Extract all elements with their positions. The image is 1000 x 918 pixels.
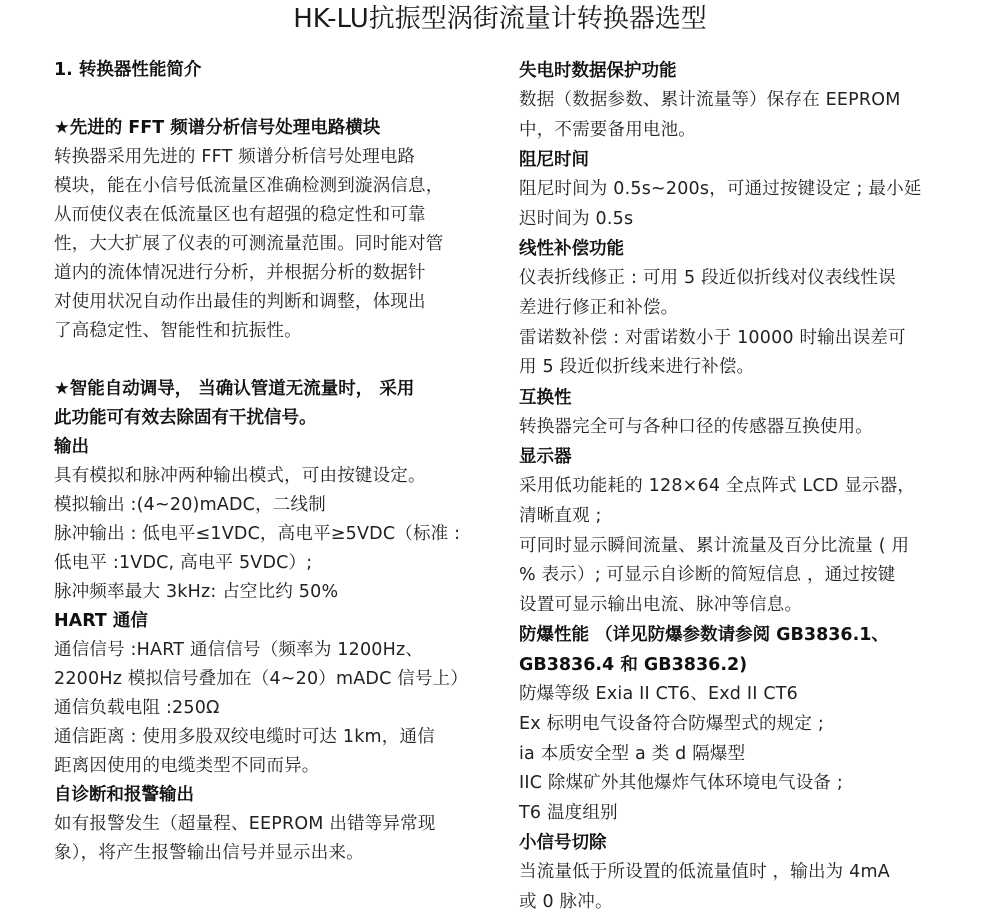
text-line: 模拟输出 :(4~20)mADC，二线制	[54, 495, 326, 515]
feature-heading-auto: ★智能自动调导， 当确认管道无流量时， 采用	[54, 379, 415, 399]
feature-heading-fft: ★先进的 FFT 频谱分析信号处理电路横块	[54, 118, 381, 138]
text-line: 道内的流体情况进行分析，并根据分析的数据针	[54, 263, 426, 283]
text-line: 2200Hz 模拟信号叠加在（4~20）mADC 信号上）	[54, 669, 469, 689]
small-signal-paragraph	[519, 858, 955, 917]
text-line: 了高稳定性、智能性和抗振性。	[54, 321, 302, 341]
text-line: 雷诺数补偿 : 对雷诺数小于 10000 时输出误差可	[519, 327, 906, 348]
text-line: Ex 标明电气设备符合防爆型式的规定 ;	[519, 713, 824, 734]
fft-paragraph	[54, 143, 490, 346]
power-loss-paragraph	[519, 86, 955, 145]
heading-diagnosis: 自诊断和报警输出	[54, 785, 194, 805]
text-line: 模块，能在小信号低流量区准确检测到漩涡信息，	[54, 176, 444, 196]
text-line: 如有报警发生（超量程、EEPROM 出错等异常现	[54, 814, 436, 834]
hart-paragraph	[54, 636, 490, 781]
diagnosis-paragraph	[54, 810, 490, 868]
text-line: T6 温度组别	[519, 802, 618, 823]
text-line: 设置可显示输出电流、脉冲等信息。	[519, 594, 803, 615]
text-line: 脉冲频率最大 3kHz: 占空比约 50%	[54, 582, 339, 602]
page-title: HK-LU抗振型涡街流量计转换器选型	[293, 4, 707, 34]
heading-power-loss: 失电时数据保护功能	[519, 61, 677, 81]
text-line: 用 5 段近似折线来进行补偿。	[519, 357, 755, 378]
text-line: ia 本质安全型 a 类 d 隔爆型	[519, 743, 746, 764]
text-line: 差进行修正和补偿。	[519, 297, 679, 318]
text-line: % 表示）; 可显示自诊断的简短信息 ，通过按键	[519, 565, 896, 586]
text-line: 采用低功能耗的 128×64 全点阵式 LCD 显示器，	[519, 476, 916, 497]
feature-heading-auto-cont: 此功能可有效去除固有干扰信号。	[54, 408, 317, 428]
text-line: 通信负载电阻 :250Ω	[54, 698, 220, 718]
text-line: 距离因使用的电缆类型不同而异。	[54, 756, 320, 776]
right-column	[519, 56, 955, 917]
heading-interchange: 互换性	[519, 387, 572, 408]
text-line: 具有模拟和脉冲两种输出模式，可由按键设定。	[54, 466, 426, 486]
text-line: 对使用状况自动作出最佳的判断和调整，体现出	[54, 292, 426, 312]
text-line: 清晰直观 ;	[519, 505, 602, 526]
heading-hart: HART 通信	[54, 611, 148, 631]
text-line: 阻尼时间为 0.5s~200s，可通过按键设定 ; 最小延	[519, 179, 922, 200]
section-heading: 1. 转换器性能简介	[54, 60, 202, 80]
left-column	[54, 56, 490, 868]
text-line: 或 0 脉冲。	[519, 891, 613, 912]
heading-display: 显示器	[519, 447, 572, 468]
damping-paragraph	[519, 175, 955, 234]
interchange-paragraph	[519, 413, 955, 443]
text-line: 脉冲输出 : 低电平≤1VDC，高电平≥5VDC（标准 :	[54, 524, 461, 544]
display-paragraph	[519, 472, 955, 620]
heading-output: 输出	[54, 437, 89, 457]
heading-linear: 线性补偿功能	[519, 239, 624, 260]
text-line: 中，不需要备用电池。	[519, 119, 696, 140]
explosion-proof-paragraph	[519, 680, 955, 828]
heading-small-signal: 小信号切除	[519, 833, 607, 854]
text-line: 通信信号 :HART 通信信号（频率为 1200Hz、	[54, 640, 424, 660]
text-line: 低电平 :1VDC, 高电平 5VDC）;	[54, 553, 313, 573]
text-line: 象），将产生报警输出信号并显示出来。	[54, 843, 364, 863]
text-line: 转换器采用先进的 FFT 频谱分析信号处理电路	[54, 147, 416, 167]
text-line: 转换器完全可与各种口径的传感器互换使用。	[519, 416, 873, 437]
text-line: 性，大大扩展了仪表的可测流量范围。同时能对管	[54, 234, 444, 254]
heading-explosion-proof-cont: GB3836.4 和 GB3836.2)	[519, 655, 748, 676]
text-line: 可同时显示瞬间流量、累计流量及百分比流量 ( 用	[519, 535, 910, 556]
spacer	[54, 85, 490, 114]
text-line: 从而使仪表在低流量区也有超强的稳定性和可靠	[54, 205, 426, 225]
linear-paragraph	[519, 264, 955, 382]
text-line: 防爆等级 Exia II CT6、Exd II CT6	[519, 684, 798, 705]
spacer	[54, 346, 490, 375]
heading-explosion-proof: 防爆性能 （详见防爆参数请参阅 GB3836.1、	[519, 625, 889, 646]
text-line: 数据（数据参数、累计流量等）保存在 EEPROM	[519, 90, 901, 110]
text-line: 通信距离 : 使用多股双绞电缆时可达 1km，通信	[54, 727, 435, 747]
text-line: IIC 除煤矿外其他爆炸气体环境电气设备 ;	[519, 773, 843, 794]
text-line: 仪表折线修正 : 可用 5 段近似折线对仪表线性误	[519, 268, 896, 289]
text-line: 当流量低于所设置的低流量值时 ，输出为 4mA	[519, 862, 890, 883]
text-line: 迟时间为 0.5s	[519, 208, 634, 229]
output-paragraph	[54, 462, 490, 607]
heading-damping: 阻尼时间	[519, 150, 589, 171]
